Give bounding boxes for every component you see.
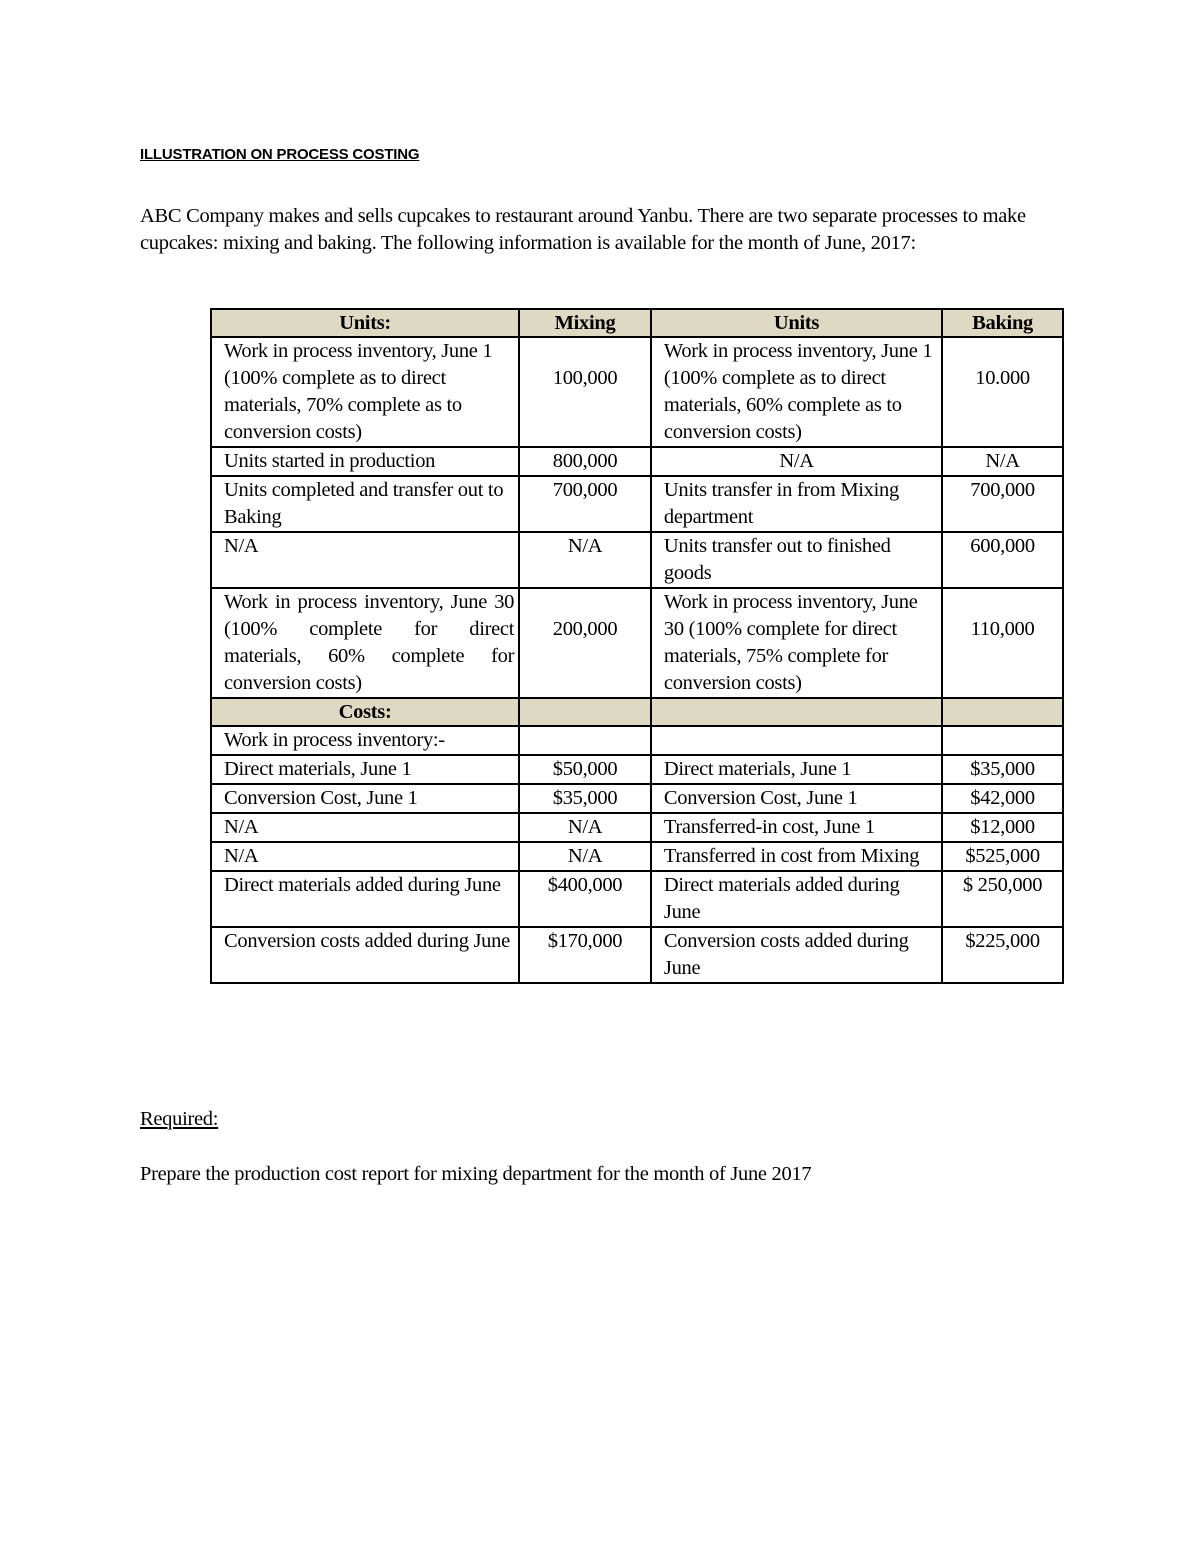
row-label-baking: Conversion Cost, June 1 xyxy=(651,784,942,813)
row-value-baking: $12,000 xyxy=(942,813,1063,842)
header-empty xyxy=(942,698,1063,726)
table-row xyxy=(211,755,1063,784)
row-label-mixing: Units started in production xyxy=(211,447,519,476)
row-value-mixing: $400,000 xyxy=(519,871,651,927)
row-value-mixing: 800,000 xyxy=(519,447,651,476)
row-value-mixing: 700,000 xyxy=(519,476,651,532)
row-label-baking: Direct materials, June 1 xyxy=(651,755,942,784)
header-empty xyxy=(651,698,942,726)
row-label-baking: Transferred in cost from Mixing xyxy=(651,842,942,871)
task-statement: Prepare the production cost report for mixing department for the month of June 2017 xyxy=(140,1163,812,1185)
row-label-baking xyxy=(651,726,942,755)
row-value-mixing: $170,000 xyxy=(519,927,651,983)
row-label-mixing: Direct materials added during June xyxy=(211,871,519,927)
row-label-mixing: Direct materials, June 1 xyxy=(211,755,519,784)
row-value-baking xyxy=(942,726,1063,755)
row-label-mixing: Conversion Cost, June 1 xyxy=(211,784,519,813)
table-row xyxy=(211,476,1063,532)
row-value-baking: $35,000 xyxy=(942,755,1063,784)
intro-paragraph: ABC Company makes and sells cupcakes to restaurant around Yanbu. There are two separate processes to make cupcakes: mixing and baking. The following information is available for the month of June, 2017: xyxy=(140,205,1026,254)
table-row xyxy=(211,726,1063,755)
row-value-mixing: N/A xyxy=(519,813,651,842)
table-row xyxy=(211,813,1063,842)
header-units-baking: Units xyxy=(651,309,942,337)
required-label: Required: xyxy=(140,1108,219,1130)
document-title: ILLUSTRATION ON PROCESS COSTING xyxy=(140,146,420,163)
header-mixing: Mixing xyxy=(519,309,651,337)
row-label-mixing: Units completed and transfer out to Baking xyxy=(211,476,519,532)
row-label-baking: Transferred-in cost, June 1 xyxy=(651,813,942,842)
units-header-row xyxy=(211,309,1063,337)
row-value-mixing: 200,000 xyxy=(519,588,651,698)
table-row xyxy=(211,784,1063,813)
table-row xyxy=(211,871,1063,927)
row-label-mixing: N/A xyxy=(211,532,519,588)
row-label-baking: Direct materials added during June xyxy=(651,871,942,927)
row-label-mixing: N/A xyxy=(211,813,519,842)
row-value-mixing: N/A xyxy=(519,842,651,871)
row-value-baking: $225,000 xyxy=(942,927,1063,983)
row-value-mixing xyxy=(519,726,651,755)
row-label-baking: Conversion costs added during June xyxy=(651,927,942,983)
row-label-mixing: N/A xyxy=(211,842,519,871)
row-label-mixing: Work in process inventory, June 30 (100% complete for direct materials, 60% complete for conversion costs) xyxy=(211,588,519,698)
table-row xyxy=(211,842,1063,871)
header-empty xyxy=(519,698,651,726)
table-row xyxy=(211,447,1063,476)
row-value-baking: 110,000 xyxy=(942,588,1063,698)
row-value-mixing: 100,000 xyxy=(519,337,651,447)
row-value-baking: $525,000 xyxy=(942,842,1063,871)
row-label-mixing: Work in process inventory, June 1 (100% complete as to direct materials, 70% complete as to conversion costs) xyxy=(211,337,519,447)
row-label-baking: Work in process inventory, June 1 (100% complete as to direct materials, 60% complete as to conversion costs) xyxy=(651,337,942,447)
row-value-baking: 10.000 xyxy=(942,337,1063,447)
row-value-mixing: $50,000 xyxy=(519,755,651,784)
row-value-baking: $ 250,000 xyxy=(942,871,1063,927)
row-label-baking: Units transfer in from Mixing department xyxy=(651,476,942,532)
row-label-baking: Units transfer out to finished goods xyxy=(651,532,942,588)
header-baking: Baking xyxy=(942,309,1063,337)
row-value-baking: N/A xyxy=(942,447,1063,476)
row-label-baking: N/A xyxy=(651,447,942,476)
table-row xyxy=(211,337,1063,447)
row-value-baking: 600,000 xyxy=(942,532,1063,588)
row-value-baking: $42,000 xyxy=(942,784,1063,813)
header-units-mixing: Units: xyxy=(211,309,519,337)
row-label-baking: Work in process inventory, June 30 (100% complete for direct materials, 75% complete for conversion costs) xyxy=(651,588,942,698)
row-value-mixing: $35,000 xyxy=(519,784,651,813)
table-row xyxy=(211,927,1063,983)
header-costs: Costs: xyxy=(211,698,519,726)
process-costing-table xyxy=(210,308,1064,984)
table-row xyxy=(211,588,1063,698)
row-value-mixing: N/A xyxy=(519,532,651,588)
row-label-mixing: Work in process inventory:- xyxy=(211,726,519,755)
costs-header-row xyxy=(211,698,1063,726)
row-value-baking: 700,000 xyxy=(942,476,1063,532)
row-label-mixing: Conversion costs added during June xyxy=(211,927,519,983)
table-row xyxy=(211,532,1063,588)
